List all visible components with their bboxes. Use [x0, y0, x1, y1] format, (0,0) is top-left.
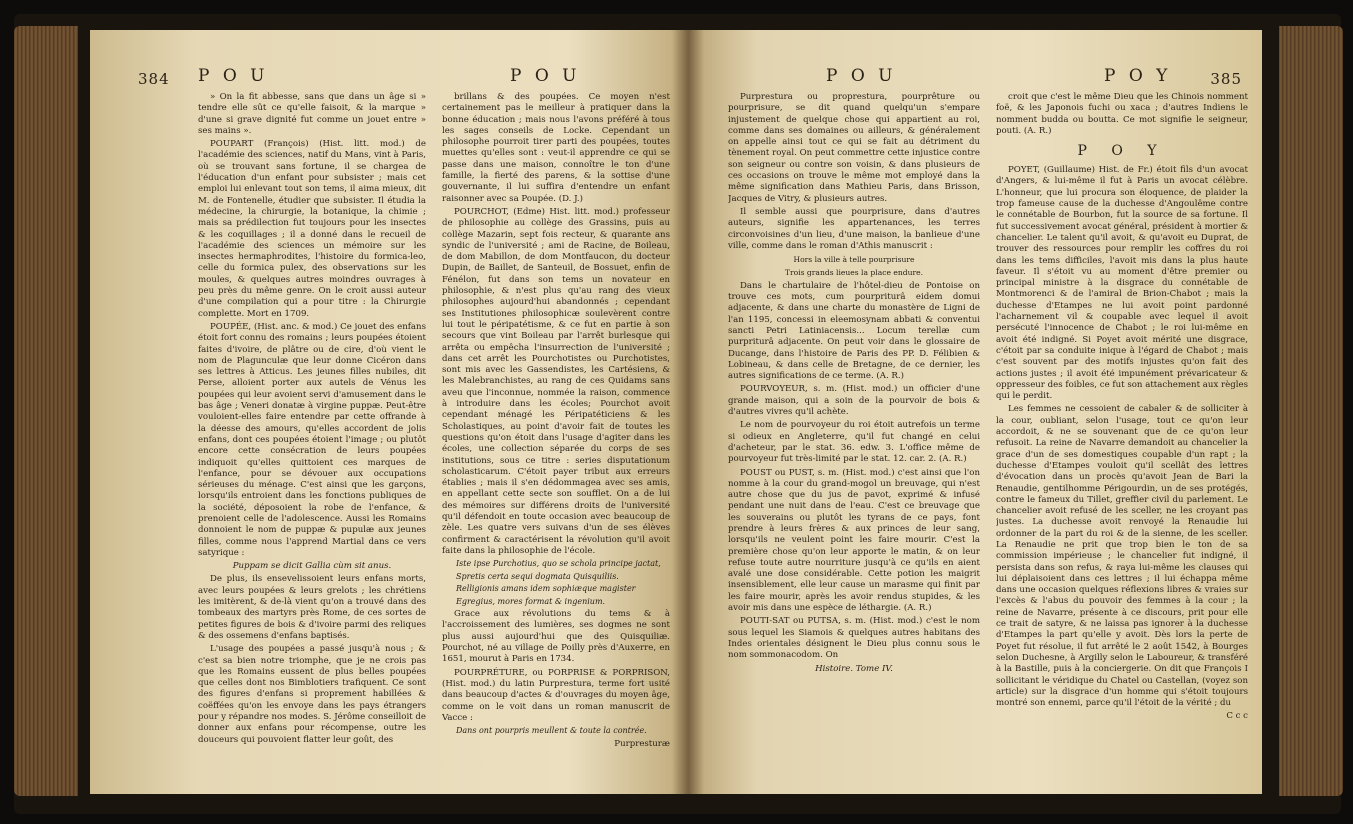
verse-line: Iste ipse Purchotius, quo se schola principe jactat, [456, 559, 661, 569]
page-edges-left [14, 26, 78, 796]
left-column-1 [198, 92, 426, 752]
right-running-head-a: P O U [826, 66, 897, 86]
verse-line: Egregius, mores format & ingenium. [456, 596, 606, 606]
paragraph: De plus, ils ensevelissoient leurs enfans morts, avec leurs poupées & leurs grelots ; les chrétiens les imitèrent, & de-là vient qu'on a trouvé dans des tombeaux des martyrs près Rome, de ces sortes de petites figures de bois & d'ivoire parmi des reliques & des ossemens d'enfans baptisés. [198, 574, 426, 641]
paragraph: Il semble aussi que pourprisure, dans d'autres auteurs, signifie les appartenances, les terres circonvoisines d'un lieu, d'une maison, la banlieue d'une ville, comme dans le roman d'Athis manuscrit : [728, 206, 980, 251]
entry-pourchot: POURCHOT, (Edme) Hist. litt. mod.) professeur de philosophie au collège des Grassins, puis au collège Mazarin, sept fois recteur, & quarante ans syndic de l'université ; ami de Racine, de Boileau, de dom Mabillon, de dom Montfaucon, du docteur Dupin, de Baillet, de Santeuil, de Bossuet, enfin de Fénélon, fut dans son tems un novateur en philosophie, & n'est plus qu'au rang des vieux philosophes aujourd'hui abandonnés ; cependant ses Institutiones philosophicæ soulevèrent contre lui tout le péripatétisme, & ce fut en partie à son secours que vint Boileau par l'arrêt burlesque qui arrêta ou empêcha l'insurrection de l'université ; dans cet arrêt les Pourchotistes ou Purchotistes, sont mis avec les Gassendistes, les Cartésiens, & les Malebranchistes, au rang de ces Quidams sans aveu que l'inconnue, nommée la raison, commence à introduire dans les écoles; Pourchot avoit cependant ménagé les Péripatéticiens & les Scholastiques, au point d'avoir fait de toutes les questions qu'on étoit dans l'usage d'agiter dans les écoles, une collection séparée du corps de ses institutions, sous ce titre : series disputationum scholasticarum. C'étoit payer tribut aux erreurs établies ; mais il s'en dédommagea avec ses amis, en appellant cette secte son soufflet. On a de lui des mémoires sur différens droits de l'université qu'il défendoit en toute occasion avec beaucoup de zèle. Les quatre vers suivans d'un de ses élèves confirment & caractérisent la révolution qu'il avoit faite dans la philosophie de l'école. [442, 206, 670, 556]
right-page-number: 385 [1210, 70, 1242, 88]
entry-pourpreture: POURPRÉTURE, ou PORPRISE & PORPRISON, (Hist. mod.) du latin Purprestura, terme fort usité dans beaucoup d'actes & d'ouvrages du moyen âge, comme on le voit dans un roman manuscrit de Vacce : [442, 667, 670, 723]
verse-line: Trois grands lieues la place endure. [784, 268, 924, 278]
verse-line: Hors la ville à telle pourprisure [793, 255, 915, 265]
entry-poupart: POUPART (François) (Hist. litt. mod.) de l'académie des sciences, natif du Mans, vint à Paris, où se trouvant sans fortune, il se chargea de l'éducation d'un enfant pour subsister ; mais cet emploi lui enlevant tout son tems, il aima mieux, dit M. de Fontenelle, étudier que subsister. Il étudia la médecine, la chirurgie, la botanique, la chimie ; mais sa prédilection fut toujours pour les insectes & les coquillages ; il a donné dans le recueil de l'académie des sciences un mémoire sur les insectes hermaphrodites, l'histoire du formica-leo, celle du formica pulex, des observations sur les moules, & quelques autres moindres ouvrages à peu près du même genre. On le croit aussi auteur d'une compilation qui a pour titre : la Chirurgie complette. Mort en 1709. [198, 139, 426, 319]
right-column-1 [728, 92, 980, 725]
paragraph: » On la fit abbesse, sans que dans un âge si » tendre elle sût ce qu'elle faisoit, & la marque » d'une si grave dignité fut comme un jouet entre » ses mains ». [198, 92, 426, 136]
entry-pourvoyeur: POURVOYEUR, s. m. (Hist. mod.) un officier d'une grande maison, qui a soin de la pourvoir de bois & d'autres vivres qu'il achète. [728, 384, 980, 418]
verse-line: Spretis certa sequi dogmata Quisquiliis. [456, 571, 619, 581]
signature-mark: C c c [1226, 711, 1248, 722]
left-page [90, 30, 688, 794]
left-running-head-b: P O U [510, 66, 581, 86]
paragraph: Le nom de pourvoyeur du roi étoit autrefois un terme si odieux en Angleterre, qu'il fut changé en celui d'acheteur, par le stat. 36. edw. 3. L'office même de pourvoyeur fut très-limité par le stat. 12. car. 2. (A. R.) [728, 420, 980, 465]
verse-line: Dans ont pourpris meullent & toute la contrée. [456, 726, 647, 736]
verse-line: Relligionis amans idem sophiæque magister [456, 584, 636, 594]
right-page [688, 30, 1262, 794]
right-columns [728, 92, 1248, 725]
entry-poyet: POYET, (Guillaume) Hist. de Fr.) étoit fils d'un avocat d'Angers, & lui-même il fut à Paris un avocat célèbre. L'honneur, que lui procura son éloquence, de plaider la trop fameuse cause de la duchesse d'Angoulême contre le connétable de Bourbon, fut la source de sa fortune. Il fut successivement avocat général, président à mortier & chancelier. Le talent qu'il avoit, & qu'avoit eu Duprat, de trouver des ressources pour remplir les coffres du roi dans les tems difficiles, l'avoit mis dans la plus haute faveur. Il s'étoit vu au moment d'être premier ou principal ministre à la disgrace du connétable de Montmorenci & de l'amiral de Brion-Chabot ; mais la duchesse d'Etampes ne lui avoit point pardonné l'acharnement vil & coupable avec lequel il avoit persécuté l'innocence de Chabot ; le roi lui-même en avoit été indigné. Si Poyet avoit mérité une disgrace, c'étoit par sa conduite inique à l'égard de Chabot ; mais c'est souvent par des motifs injustes qu'on fait des actions justes ; il avoit été impunément prévaricateur & oppresseur des foibles, ce fut son attachement aux règles qui le perdit. [996, 165, 1248, 402]
catchword: Purpresturæ [614, 738, 670, 749]
page-edges-right [1279, 26, 1343, 796]
signature-line: Histoire. Tome IV. [815, 663, 893, 674]
paragraph: L'usage des poupées a passé jusqu'à nous ; & c'est sa bien notre triomphe, que je ne crois pas que les Romains eussent de plus belles poupées que celles dont nos Bimblotiers trafiquent. Ce sont des figures d'enfans si proprement habillées & coëffées qu'on les envoye dans les pays étrangers pour y répandre nos modes. S. Jérôme conseilloit de donner aux enfans pour récompense, outre les douceurs qui pouvoient flatter leur goût, des [198, 644, 426, 745]
paragraph: Les femmes ne cessoient de cabaler & de solliciter à la cour, oubliant, selon l'usage, tout ce qu'on leur accordoit, & ne se souvenant que de ce qu'on leur refusoit. La reine de Navarre demandoit au chancelier la grace d'un de ses domestiques coupable d'un rapt ; la duchesse d'Etampes vouloit qu'il scellât des lettres d'évocation dans un procès qu'avoit Jean de Bari la Renaudie, gentilhomme Périgourdin, un de ses protégés, contre le fameux du Tillet, greffier civil du parlement. Le chancelier avoit refusé de les sceller, ne les croyant pas justes. La duchesse avoit renvoyé la Renaudie lui ordonner de la part du roi & de la sienne, de les sceller. La Renaudie ne prit que trop bien le ton de sa commission impérieuse ; le chancelier fut indigné, il persista dans son refus, & raya lui-même les clauses qui lui déplaisoient dans ces lettres ; il lui échappa même dans une occasion quelques réflexions libres & vraies sur l'excès & l'abus du pouvoir des femmes à la cour ; la reine de Navarre, présente à ce discours, prit pour elle ce trait de satyre, & ne laissa pas ignorer à la duchesse d'Etampes la part qu'elle y avoit. Dès lors la perte de Poyet fut résolue, il fut arrêté le 2 août 1542, à Bourges selon Duchesne, à Argilly selon le Laboureur, & transféré à la Bastille, puis à la conciergerie. On dit que François I sollicitant le véridique du Chatel ou Castellan, (voyez son article) sur la disgrace d'un homme qui s'étoit toujours montré son ennemi, parce qu'il l'étoit de la vérité ; du [996, 404, 1248, 709]
entry-pouti-sat: POUTI-SAT ou PUTSA, s. m. (Hist. mod.) c'est le nom sous lequel les Siamois & quelques autres habitans des Indes orientales désignent le Dieu plus connu sous le nom sommonacodom. On [728, 616, 980, 661]
section-heading: P O Y [1077, 143, 1167, 160]
right-column-2 [996, 92, 1248, 725]
left-running-head [138, 66, 670, 92]
left-column-2 [442, 92, 670, 752]
entry-poust: POUST ou PUST, s. m. (Hist. mod.) c'est ainsi que l'on nomme à la cour du grand-mogol un breuvage, qui n'est autre chose que du jus de pavot, exprimé & infusé pendant une nuit dans de l'eau. C'est ce breuvage que les souverains ou plutôt les tyrans de ce pays, font prendre à leurs frères & aux princes de leur sang, lorsqu'ils ne veulent point les faire mourir. C'est la première chose qu'on leur apporte le matin, & on leur refuse toute autre nourriture jusqu'à ce qu'ils en aient avalé une dose considérable. Cette potion les maigrit insensiblement, elle leur cause un marasme qui finit par les faire mourir, après les avoir rendus stupides, & les avoir mis dans une espèce de léthargie. (A. R.) [728, 467, 980, 614]
entry-poupee: POUPÉE, (Hist. anc. & mod.) Ce jouet des enfans étoit fort connu des romains ; leurs poupées étoient faites d'ivoire, de plâtre ou de cire, d'où vient le nom de Plagunculæ que leur donne Cicéron dans ses lettres à Atticus. Les jeunes filles nubiles, dit Perse, alloient porter aux autels de Vénus les poupées qui leur avoient servi d'amusement dans le bas âge ; Veneri donatæ à virgine puppæ. Peut-être vouloient-elles faire entendre par cette offrande à la déesse des amours, qu'elles accordent de jolis enfans, dont ces poupées étoient l'image ; ou plutôt encore cette consécration de leurs poupées indiquoit qu'elles quittoient ces marques de l'enfance, pour se dévouer aux occupations sérieuses du ménage. C'est ainsi que les garçons, lorsqu'ils entroient dans les fonctions publiques de la société, déposoient la robe de l'enfance, & prenoient celle de l'adolescence. Aussi les Romains donnoient le nom de puppæ & pupulæ aux jeunes filles, comme nous l'apprend Martial dans ce vers satyrique : [198, 321, 426, 558]
right-running-head [728, 66, 1248, 92]
paragraph: Dans le chartulaire de l'hôtel-dieu de Pontoise on trouve ces mots, cum pourpriturâ eidem domui adjacente, & dans une charte du monastère de Ligni de l'an 1195, concessi in eleemosynam abbati & conventui sancti Petri Latiniacensis... Locum terellæ cum purpriturâ adjacente. On peut voir dans le glossaire de Ducange, dans l'histoire de Paris des PP. D. Félibien & Lobineau, & dans celle de Bretagne, de ce dernier, les autres significations de ce terme. (A. R.) [728, 280, 980, 382]
paragraph: Purprestura ou proprestura, pourprêture ou pourprisure, se dit quand quelqu'un s'empare injustement de quelque chose qui appartient au roi, comme dans ses domaines ou ailleurs, & généralement on appelle ainsi tout ce qui se fait au détriment du tènement royal. On peut commettre cette injustice contre son seigneur ou contre son voisin, & dans plusieurs de ces occasions on trouve le même mot employé dans la même signification dans Mathieu Paris, dans Brisson, Jacques de Vitry, & plusieurs autres. [728, 92, 980, 204]
paragraph: brillans & des poupées. Ce moyen n'est certainement pas le meilleur à pratiquer dans la bonne éducation ; mais nous l'avons préféré à tous les sages conseils de Locke. Cependant un philosophe pourroit tirer parti des poupées, toutes muettes qu'elles sont : veut-il apprendre ce qui se passe dans une maison, connoître le ton d'une famille, la fierté des parens, & la sottise d'une gouvernante, il lui suffira d'entendre un enfant raisonner avec sa Poupée. (D. J.) [442, 92, 670, 204]
paragraph: croit que c'est le même Dieu que les Chinois nomment foë, & les Japonois fuchi ou xaca ; d'autres Indiens le nomment budda ou boutta. Ce mot signifie le seigneur, pouti. (A. R.) [996, 92, 1248, 136]
left-running-head-a: P O U [198, 66, 269, 86]
verse-line: Puppam se dicit Gallia cùm sit anus. [232, 561, 392, 572]
left-page-number: 384 [138, 70, 170, 88]
right-running-head-b: P O Y [1104, 66, 1172, 86]
book-gutter [672, 30, 704, 794]
paragraph: Grace aux révolutions du tems & à l'accroissement des lumières, ses dogmes ne sont plus aussi aujourd'hui que des Quisquiliæ. Pourchot, né au village de Poilly près d'Auxerre, en 1651, mourut à Paris en 1734. [442, 609, 670, 665]
left-columns [198, 92, 670, 752]
